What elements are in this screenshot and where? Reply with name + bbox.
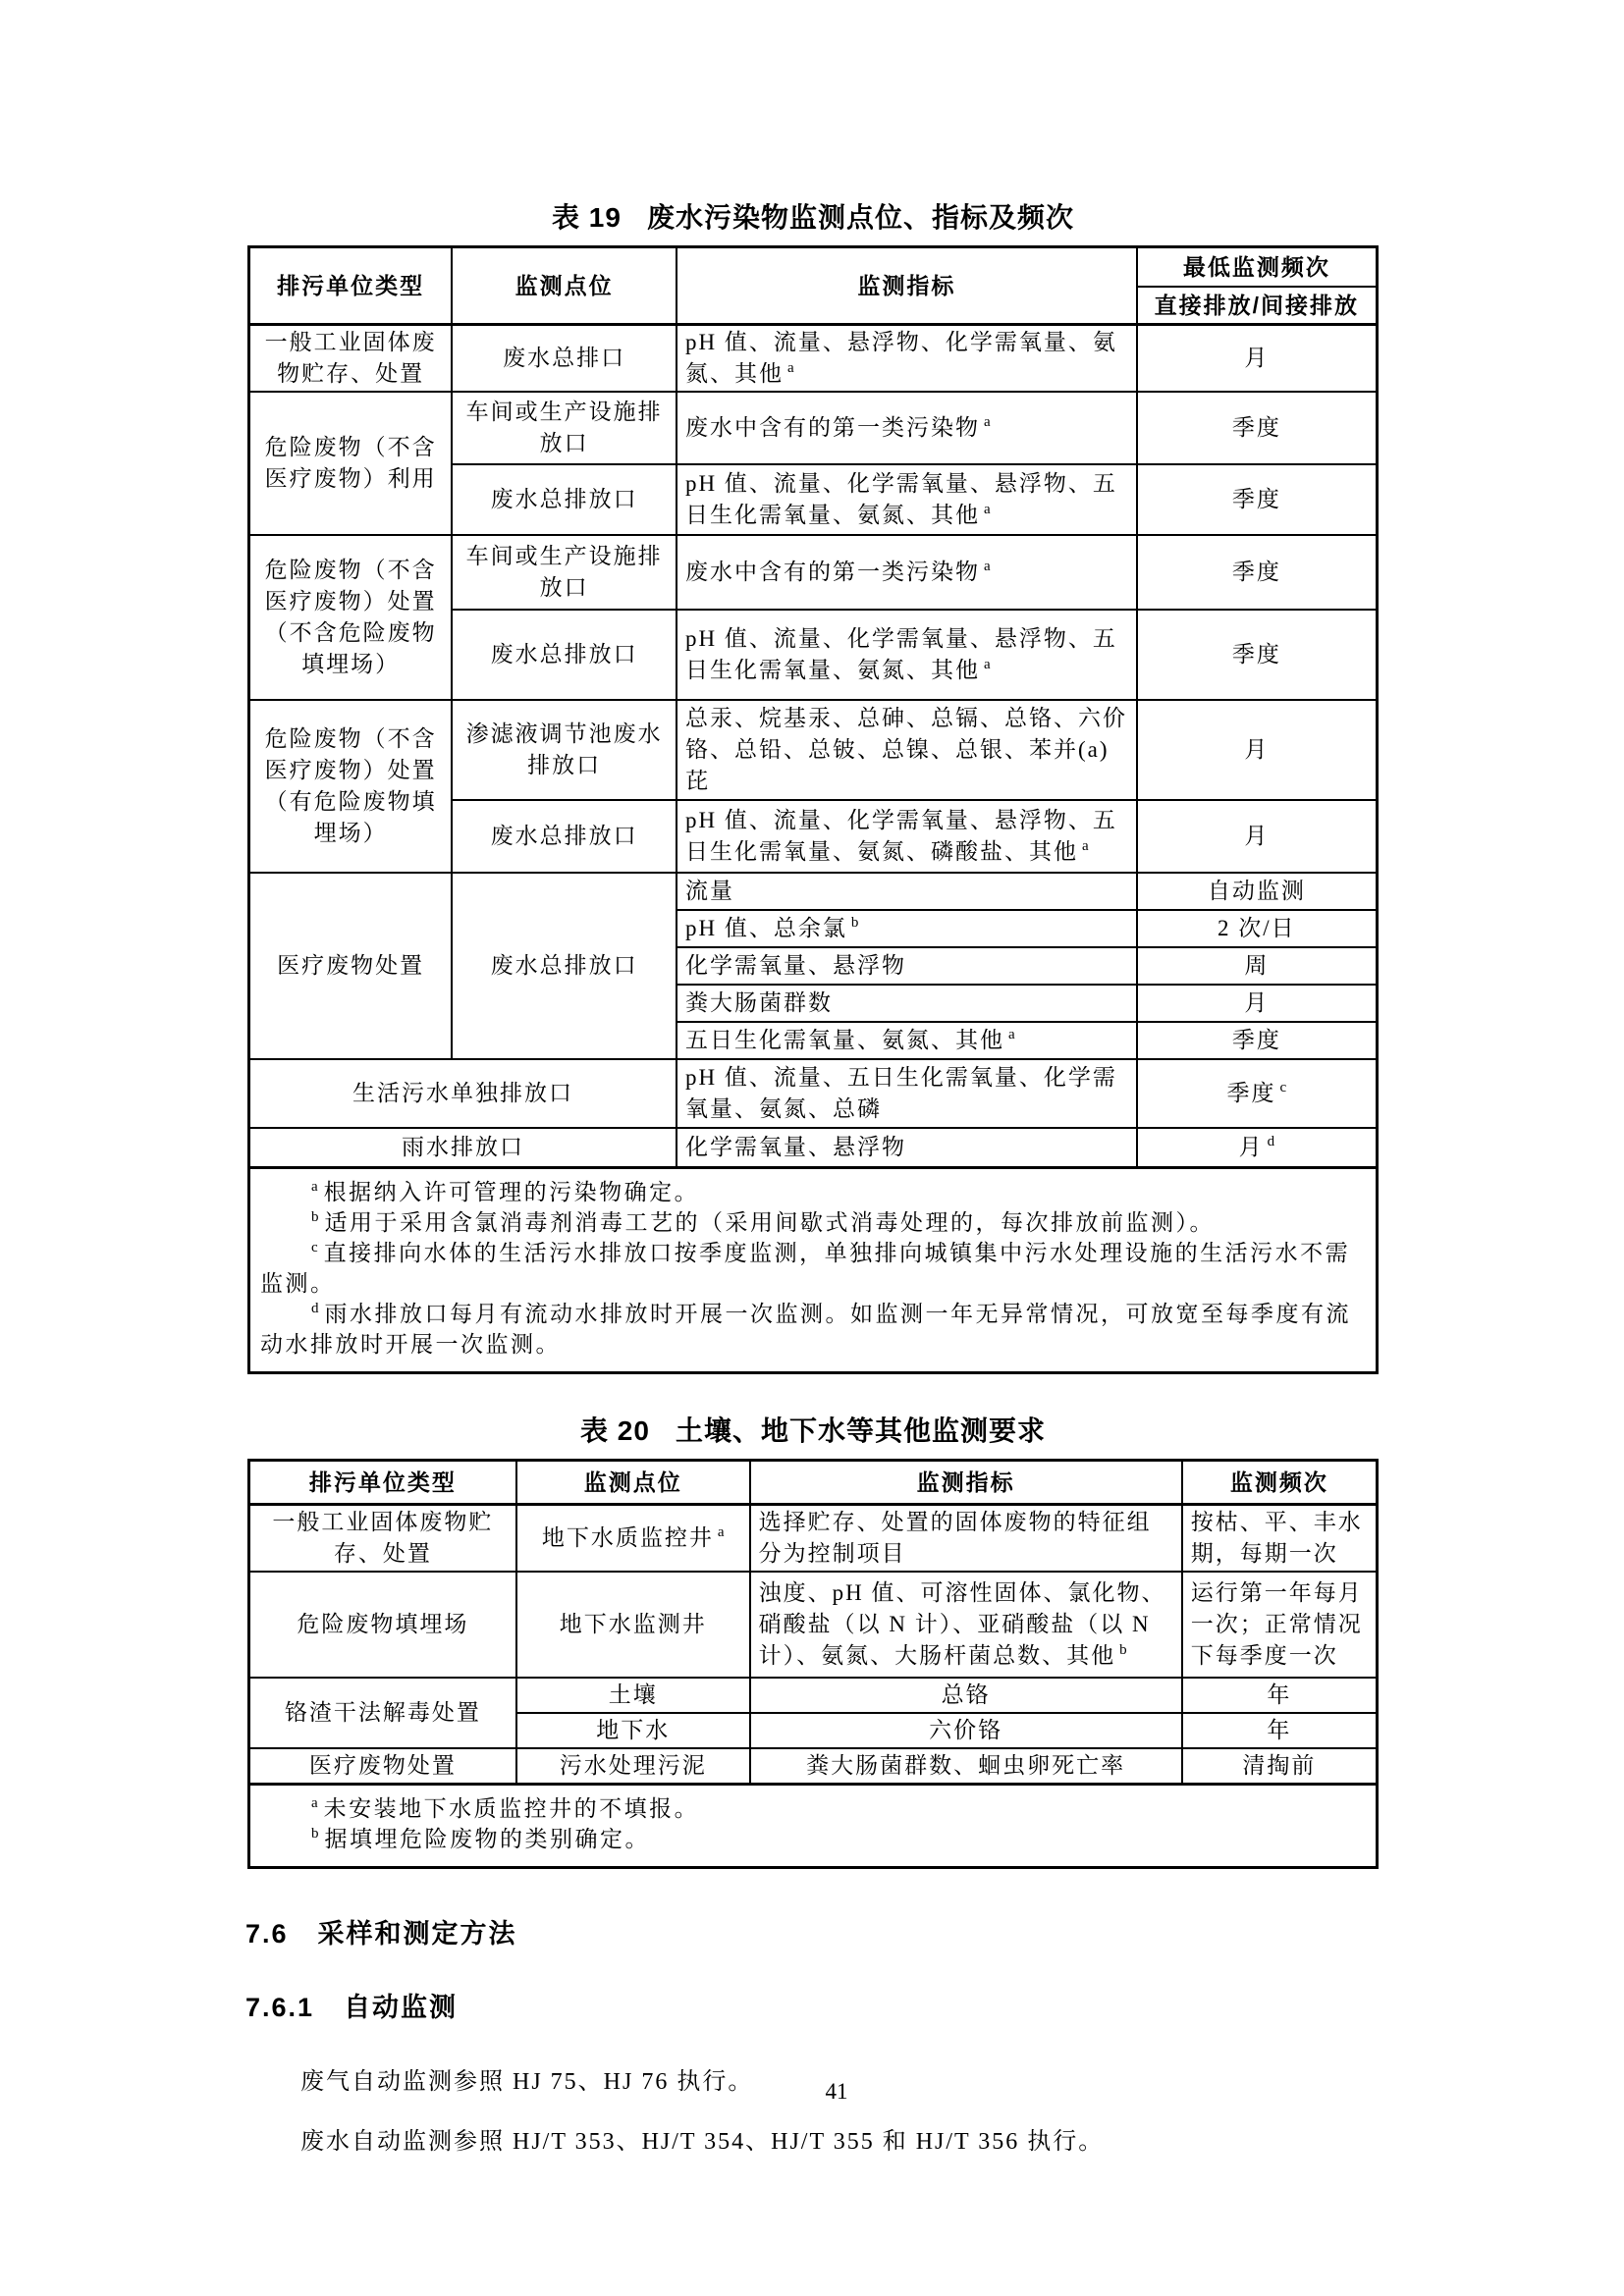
- footnote-text: 根据纳入许可管理的污染物确定。: [323, 1180, 700, 1204]
- frequency-cell: 运行第一年每月一次；正常情况下每季度一次: [1182, 1572, 1378, 1678]
- footnote-ref: a: [983, 502, 991, 518]
- indicator-cell: [677, 910, 1137, 947]
- indicator-cell: [677, 610, 1137, 700]
- indicator-cell: [677, 800, 1137, 873]
- footnote-ref: b: [850, 915, 859, 932]
- indicator-text: pH 值、流量、化学需氧量、悬浮物、五日生化需氧量、氨氮、磷酸盐、其他: [684, 808, 1117, 864]
- monitor-point-cell: 渗滤液调节池废水排放口: [452, 700, 677, 800]
- frequency-cell: 月: [1137, 985, 1378, 1022]
- indicator-text: pH 值、流量、化学需氧量、悬浮物、五日生化需氧量、氨氮、其他: [684, 626, 1117, 682]
- footnote-marker: a: [311, 1179, 318, 1196]
- indicator-cell: 总汞、烷基汞、总砷、总镉、总铬、六价铬、总铅、总铍、总镍、总银、苯并(a)芘: [677, 700, 1137, 800]
- table19-header-row-1: [249, 247, 1378, 288]
- monitor-point-cell: 土壤: [516, 1678, 750, 1713]
- frequency-cell: 季度: [1137, 1022, 1378, 1059]
- table-row: [249, 392, 1378, 464]
- table-row: [249, 535, 1378, 610]
- table20-footnotes: [249, 1785, 1378, 1868]
- header-min-frequency: 最低监测频次: [1137, 247, 1378, 288]
- table19: [247, 245, 1379, 1374]
- footnote-marker: b: [311, 1209, 319, 1226]
- unit-type-cell: 一般工业固体废物贮存、处置: [249, 1505, 516, 1573]
- section-title: 采样和测定方法: [317, 1919, 517, 1949]
- unit-type-cell: 铬渣干法解毒处置: [249, 1678, 516, 1748]
- table-row: [249, 1572, 1378, 1678]
- paragraph-water-monitoring: 废水自动监测参照 HJ/T 353、HJ/T 354、HJ/T 355 和 HJ/T 356 执行。: [300, 2129, 1105, 2155]
- footnote-a: [260, 1793, 1366, 1824]
- indicator-cell: 化学需氧量、悬浮物: [677, 1128, 1137, 1168]
- table20-footnotes-row: [249, 1785, 1378, 1868]
- frequency-cell: 季度: [1137, 535, 1378, 610]
- point-text: 地下水质监控井: [541, 1525, 714, 1550]
- indicator-text: pH 值、流量、化学需氧量、悬浮物、五日生化需氧量、氨氮、其他: [684, 471, 1117, 527]
- table20-title: [247, 1410, 1379, 1449]
- table-row: [249, 1059, 1378, 1128]
- frequency-cell: 季度: [1137, 610, 1378, 700]
- section-7-6-1-heading: [245, 1986, 1624, 2024]
- footnote-marker: a: [311, 1795, 318, 1812]
- footnote-ref: a: [786, 360, 794, 377]
- unit-type-cell: 一般工业固体废物贮存、处置: [249, 325, 453, 393]
- frequency-cell: 季度: [1137, 464, 1378, 535]
- indicator-cell: 化学需氧量、悬浮物: [677, 947, 1137, 985]
- footnote-ref: a: [983, 559, 991, 575]
- footnote-marker: d: [311, 1301, 319, 1317]
- frequency-cell: 按枯、平、丰水期，每期一次: [1182, 1505, 1378, 1573]
- table20: [247, 1459, 1379, 1869]
- footnote-ref: b: [1119, 1642, 1127, 1659]
- indicator-text: pH 值、总余氯: [684, 916, 847, 940]
- indicator-cell: [677, 464, 1137, 535]
- table20-title-label: 表 20: [580, 1415, 650, 1446]
- frequency-cell: 年: [1182, 1678, 1378, 1713]
- indicator-cell: 粪大肠菌群数、蛔虫卵死亡率: [750, 1748, 1182, 1785]
- table-row: [249, 1748, 1378, 1785]
- table19-title-label: 表 19: [552, 202, 622, 233]
- indicator-text: pH 值、流量、悬浮物、化学需氧量、氨氮、其他: [684, 330, 1117, 386]
- unit-type-cell: 医疗废物处置: [249, 1748, 516, 1785]
- section-7-6: [245, 1912, 1624, 2156]
- footnote-d: [260, 1299, 1366, 1360]
- indicator-cell: [677, 392, 1137, 464]
- footnote-ref: a: [983, 414, 991, 431]
- header-indicator: 监测指标: [677, 247, 1137, 325]
- monitor-point-cell: 地下水监测井: [516, 1572, 750, 1678]
- header-direct-indirect: 直接排放/间接排放: [1137, 287, 1378, 325]
- footnote-ref: a: [717, 1524, 725, 1541]
- indicator-cell: [750, 1572, 1182, 1678]
- header-monitor-point: 监测点位: [516, 1461, 750, 1505]
- section-title: 自动监测: [344, 1993, 459, 2022]
- table19-footnotes-row: [249, 1168, 1378, 1373]
- frequency-cell: 月: [1137, 700, 1378, 800]
- frequency-cell: 周: [1137, 947, 1378, 985]
- unit-type-cell: 危险废物（不含医疗废物）利用: [249, 392, 453, 535]
- table-row: [249, 1128, 1378, 1168]
- section-7-6-heading: [245, 1912, 1624, 1950]
- footnote-b: [260, 1824, 1366, 1854]
- indicator-cell: pH 值、流量、五日生化需氧量、化学需氧量、氨氮、总磷: [677, 1059, 1137, 1128]
- footnote-marker: c: [311, 1240, 318, 1256]
- paragraph-gas-monitoring: 废气自动监测参照 HJ 75、HJ 76 执行。: [300, 2069, 754, 2095]
- monitor-point-cell: 地下水: [516, 1713, 750, 1748]
- indicator-cell: [677, 1022, 1137, 1059]
- monitor-point-cell: 废水总排口: [452, 325, 677, 393]
- monitor-point-cell: 废水总排放口: [452, 464, 677, 535]
- header-indicator: 监测指标: [750, 1461, 1182, 1505]
- frequency-cell: 自动监测: [1137, 873, 1378, 910]
- table-row: [249, 873, 1378, 910]
- frequency-cell: 月: [1137, 325, 1378, 393]
- frequency-cell: 月: [1137, 800, 1378, 873]
- monitor-point-cell: 车间或生产设施排放口: [452, 392, 677, 464]
- indicator-text: 废水中含有的第一类污染物: [684, 560, 980, 584]
- table19-title: [247, 196, 1379, 236]
- monitor-point-cell: 废水总排放口: [452, 873, 677, 1059]
- footnote-ref: c: [1279, 1080, 1287, 1096]
- monitor-point-cell: 废水总排放口: [452, 610, 677, 700]
- monitor-point-cell: [516, 1505, 750, 1573]
- table19-title-text: 废水污染物监测点位、指标及频次: [646, 202, 1074, 233]
- indicator-cell: 流量: [677, 873, 1137, 910]
- monitor-point-cell: 污水处理污泥: [516, 1748, 750, 1785]
- indicator-text: 浊度、pH 值、可溶性固体、氯化物、硝酸盐（以 N 计）、亚硝酸盐（以 N 计）、氨氮、大肠杆菌总数、其他: [758, 1580, 1166, 1668]
- unit-type-cell: 危险废物（不含医疗废物）处置（不含危险废物填埋场）: [249, 535, 453, 700]
- unit-type-cell: 危险废物（不含医疗废物）处置（有危险废物填埋场）: [249, 700, 453, 873]
- table-row: [249, 700, 1378, 800]
- indicator-cell: 总铬: [750, 1678, 1182, 1713]
- footnote-text: 直接排向水体的生活污水排放口按季度监测，单独排向城镇集中污水处理设施的生活污水不需监测。: [260, 1241, 1351, 1296]
- frequency-text: 季度: [1226, 1081, 1276, 1105]
- table-row: [249, 1678, 1378, 1713]
- frequency-cell: 季度: [1137, 392, 1378, 464]
- footnote-text: 适用于采用含氯消毒剂消毒工艺的（采用间歇式消毒处理的，每次排放前监测）。: [324, 1210, 1215, 1235]
- footnote-ref: a: [983, 657, 991, 673]
- indicator-cell: 选择贮存、处置的固体废物的特征组分为控制项目: [750, 1505, 1182, 1573]
- footnote-ref: d: [1267, 1134, 1275, 1150]
- footnote-ref: a: [1007, 1027, 1015, 1043]
- header-unit-type: 排污单位类型: [249, 247, 453, 325]
- frequency-cell: 清掏前: [1182, 1748, 1378, 1785]
- unit-type-cell: 医疗废物处置: [249, 873, 453, 1059]
- frequency-cell: 年: [1182, 1713, 1378, 1748]
- table-row: [249, 325, 1378, 393]
- indicator-cell: [677, 325, 1137, 393]
- page-number: 41: [825, 2079, 848, 2104]
- footnote-c: [260, 1238, 1366, 1299]
- frequency-cell: [1137, 1128, 1378, 1168]
- footnote-a: [260, 1177, 1366, 1207]
- section-number: 7.6: [245, 1919, 289, 1949]
- indicator-cell: 六价铬: [750, 1713, 1182, 1748]
- footnote-ref: a: [1081, 838, 1089, 855]
- section-number: 7.6.1: [245, 1993, 315, 2022]
- indicator-cell: [677, 535, 1137, 610]
- footnote-marker: b: [311, 1826, 319, 1842]
- table19-footnotes: [249, 1168, 1378, 1373]
- monitor-point-cell: 生活污水单独排放口: [249, 1059, 677, 1128]
- header-unit-type: 排污单位类型: [249, 1461, 516, 1505]
- table-row: [249, 1505, 1378, 1573]
- indicator-text: 五日生化需氧量、氨氮、其他: [684, 1028, 1004, 1052]
- footnote-text: 雨水排放口每月有流动水排放时开展一次监测。如监测一年无异常情况，可放宽至每季度有流动水排放时开展一次监测。: [260, 1302, 1351, 1357]
- table20-header-row: [249, 1461, 1378, 1505]
- monitor-point-cell: 雨水排放口: [249, 1128, 677, 1168]
- footnote-text: 据填埋危险废物的类别确定。: [324, 1827, 650, 1851]
- monitor-point-cell: 废水总排放口: [452, 800, 677, 873]
- indicator-cell: 粪大肠菌群数: [677, 985, 1137, 1022]
- frequency-cell: 2 次/日: [1137, 910, 1378, 947]
- footnote-b: [260, 1207, 1366, 1238]
- table20-title-text: 土壤、地下水等其他监测要求: [675, 1415, 1046, 1446]
- monitor-point-cell: 车间或生产设施排放口: [452, 535, 677, 610]
- footnote-text: 未安装地下水质监控井的不填报。: [323, 1796, 700, 1821]
- indicator-text: 废水中含有的第一类污染物: [684, 415, 980, 440]
- header-frequency: 监测频次: [1182, 1461, 1378, 1505]
- unit-type-cell: 危险废物填埋场: [249, 1572, 516, 1678]
- frequency-text: 月: [1238, 1135, 1264, 1159]
- frequency-cell: [1137, 1059, 1378, 1128]
- header-monitor-point: 监测点位: [452, 247, 677, 325]
